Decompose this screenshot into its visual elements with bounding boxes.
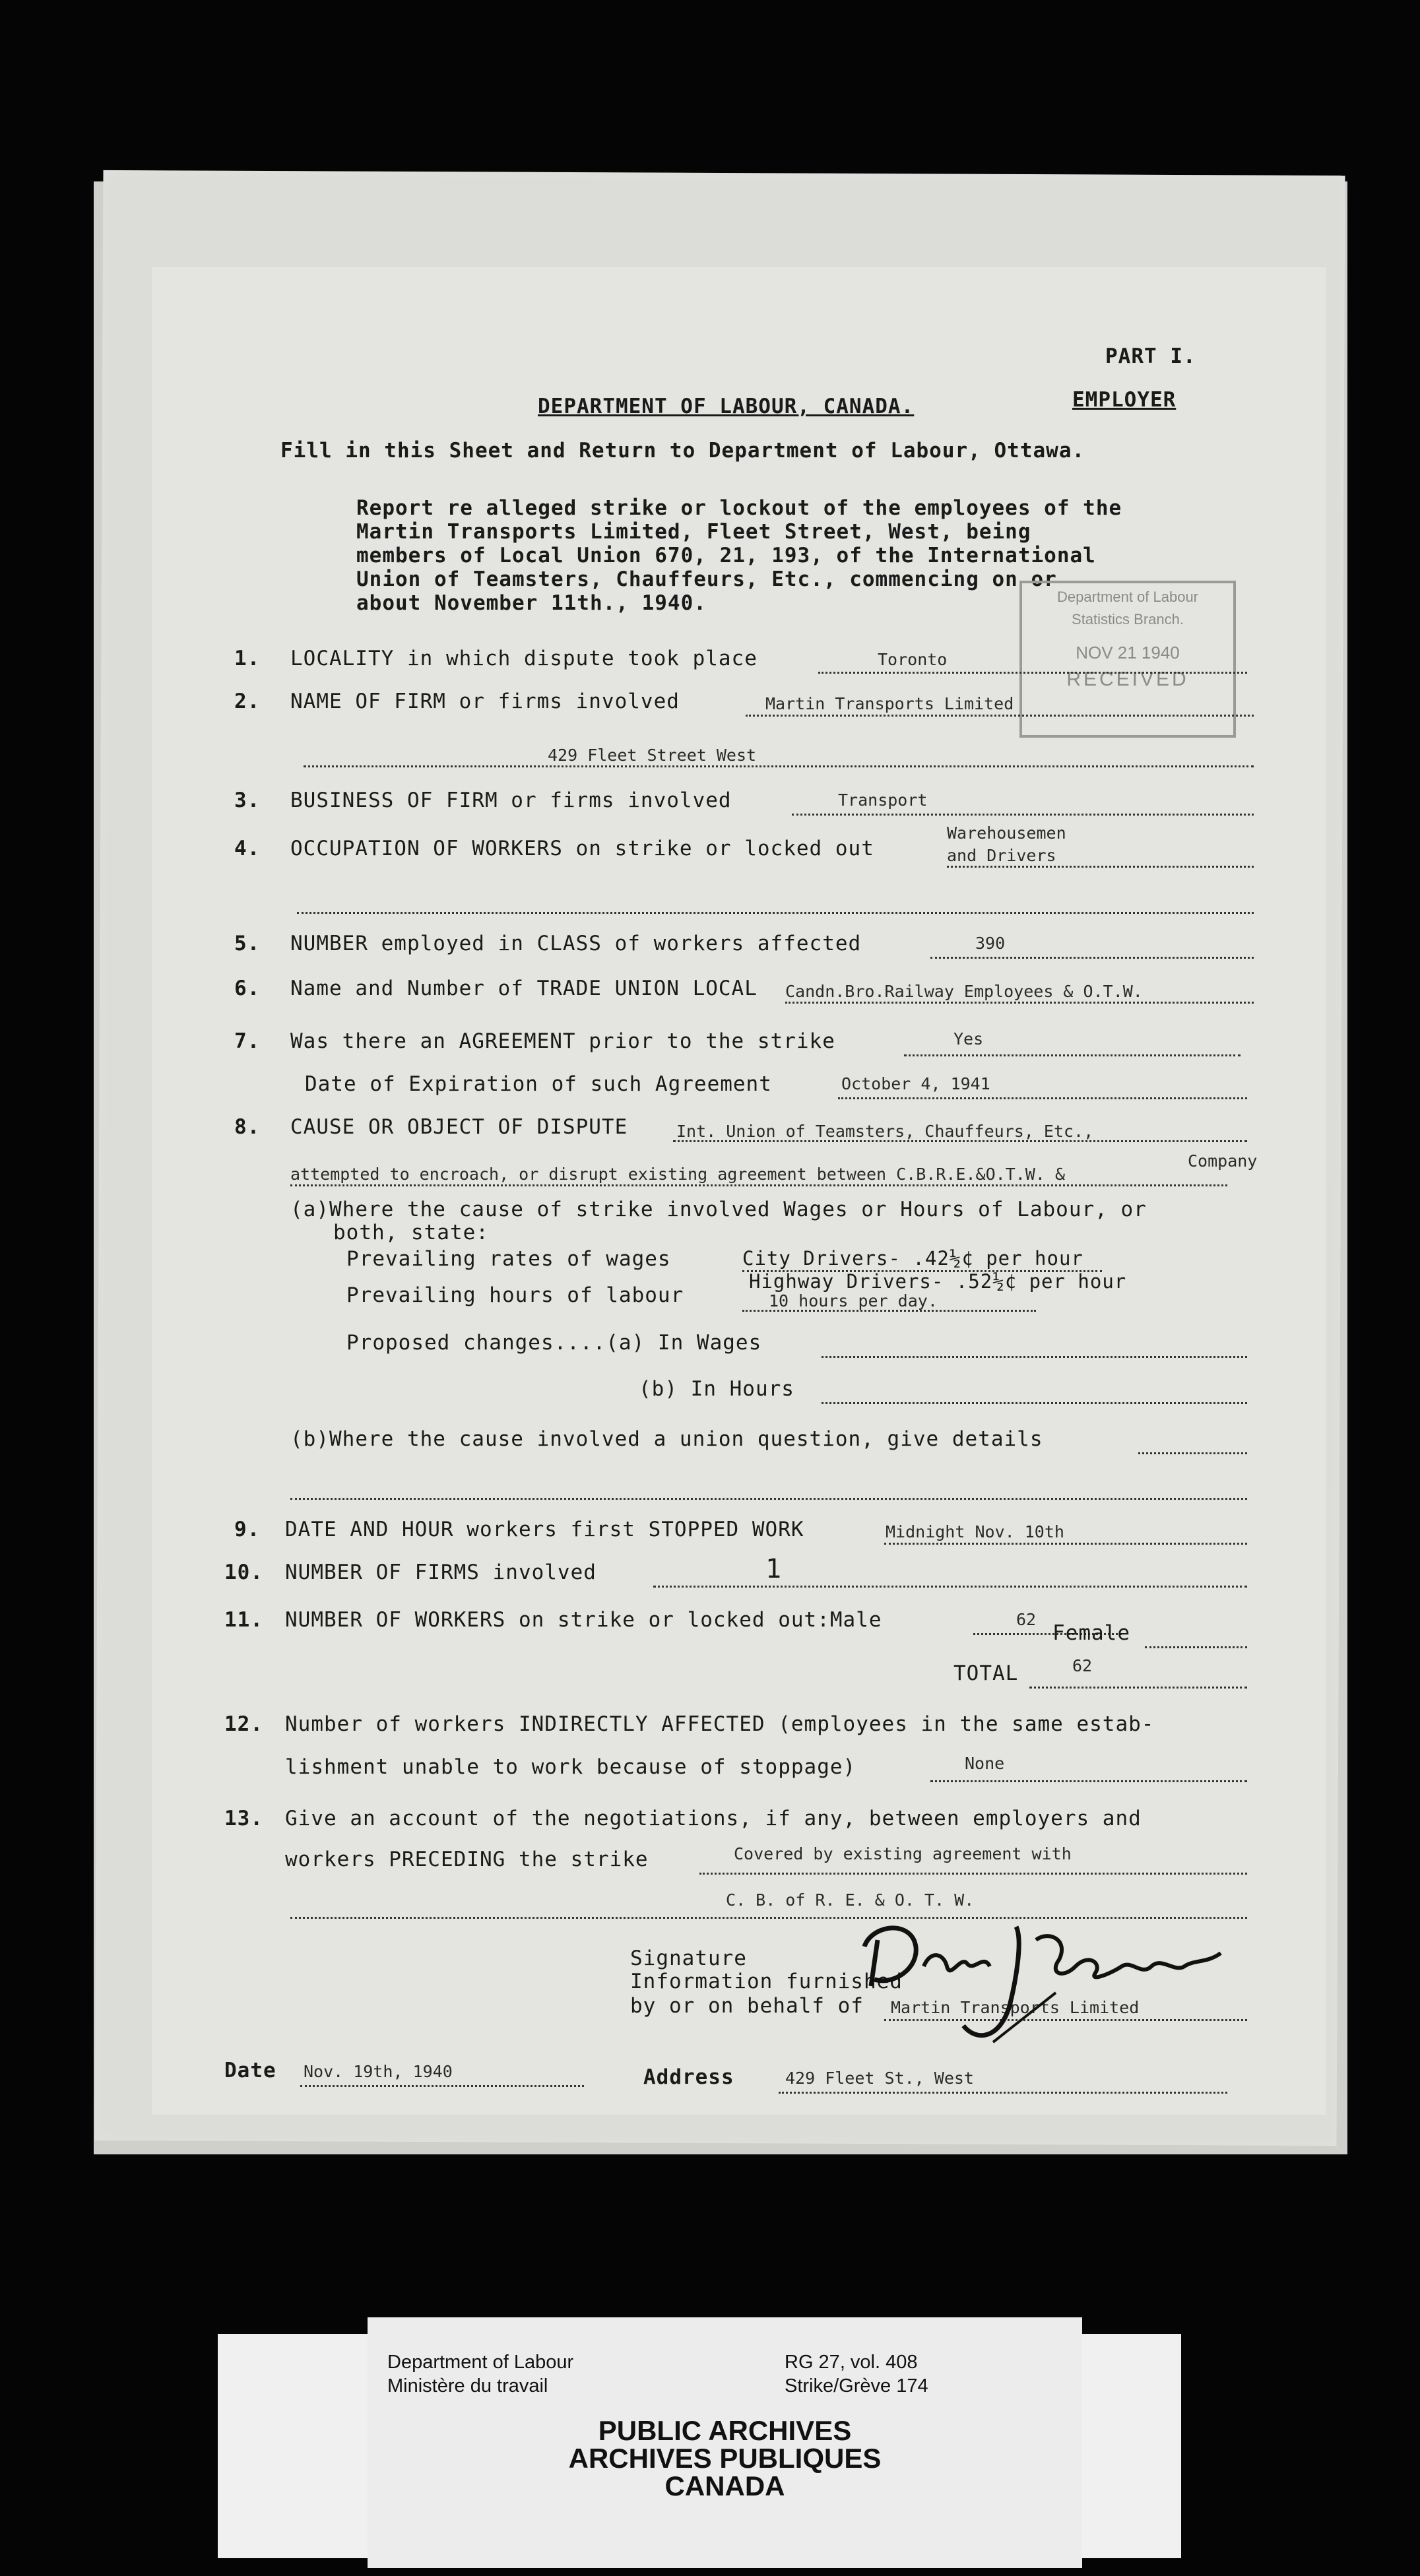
item-13-number: 13. [224,1807,263,1830]
department-title: DEPARTMENT OF LABOUR, CANADA. [538,395,915,418]
item-10-label: NUMBER OF FIRMS involved [285,1561,597,1584]
item-1-label: LOCALITY in which dispute took place [290,647,758,670]
item-2-line-b [304,765,1254,767]
date-label: Date [224,2059,276,2082]
item-13-answer: Covered by existing agreement with [734,1844,1072,1863]
behalf-answer: Martin Transports Limited [891,1998,1140,2017]
item-8a-label-1: (a)Where the cause of strike involved Wages or Hours of Labour, or [290,1198,1147,1221]
instruction-line: Fill in this Sheet and Return to Department of Labour, Ottawa. [280,439,1085,463]
item-2-line [746,715,1254,717]
item-2-answer: Martin Transports Limited [765,694,1014,713]
item-3-line [792,814,1254,816]
item-7-number: 7. [234,1029,261,1053]
archive-label [368,2317,1082,2568]
item-7-label: Was there an AGREEMENT prior to the strike [290,1029,835,1053]
stamp-received: RECEIVED [1066,668,1189,690]
item-12-line [930,1780,1247,1782]
report-line-2: Martin Transports Limited, Fleet Street, West, being [356,520,1031,544]
item-11-number: 11. [224,1608,263,1632]
item-3-answer: Transport [838,790,928,810]
item-10-number: 10. [224,1561,263,1584]
item-6-number: 6. [234,977,261,1000]
proposed-wages-line [822,1356,1247,1358]
item-13-label-1: Give an account of the negotiations, if any, between employers and [285,1807,1142,1830]
item-5-answer: 390 [975,934,1006,953]
proposed-hours-line [822,1402,1247,1404]
address-label: Address [643,2065,734,2089]
report-line-4: Union of Teamsters, Chauffeurs, Etc., commencing on or [356,567,1057,591]
item-4-line-b [297,912,1254,914]
label-tab-left [218,2334,376,2558]
item-7b-answer: October 4, 1941 [841,1074,990,1093]
archive-dept-fr: Ministère du travail [387,2375,548,2397]
archive-ref: RG 27, vol. 408 [785,2352,918,2373]
item-8-answer-company: Company [1188,1151,1258,1171]
item-2-address: 429 Fleet Street West [548,746,757,765]
employer-label: EMPLOYER [1072,388,1177,412]
report-line-3: members of Local Union 670, 21, 193, of the International [356,544,1096,567]
item-10-answer: 1 [765,1554,783,1584]
wages-answer-highway: Highway Drivers- .52½¢ per hour [749,1270,1127,1293]
item-2-label: NAME OF FIRM or firms involved [290,690,680,713]
item-5-number: 5. [234,932,261,955]
stamp-dept: Department of Labour [1056,589,1199,605]
stamp-date: NOV 21 1940 [1076,643,1180,662]
item-8b-line-b [290,1498,1247,1500]
stamp-branch: Statistics Branch. [1072,611,1184,628]
archive-line-2: ARCHIVES PUBLIQUES [568,2443,882,2474]
item-12-label-1: Number of workers INDIRECTLY AFFECTED (employees in the same estab- [285,1712,1155,1736]
item-11-label: NUMBER OF WORKERS on strike or locked out:Male [285,1608,882,1632]
behalf-label: by or on behalf of [630,1994,864,2018]
signature-label: Signature [630,1947,747,1970]
total-line [1029,1687,1247,1689]
wages-answer-city: City Drivers- .42½¢ per hour [742,1247,1083,1270]
item-2-number: 2. [234,690,261,713]
item-12-answer: None [965,1754,1005,1773]
part-label: PART I. [1105,344,1196,368]
male-answer: 62 [1016,1610,1037,1629]
item-6-label: Name and Number of TRADE UNION LOCAL [290,977,758,1000]
item-8b-label: (b)Where the cause involved a union question, give details [290,1427,1043,1451]
item-10-line [653,1586,1247,1588]
total-label: TOTAL [953,1661,1019,1685]
item-7-answer: Yes [953,1029,984,1048]
item-8-line-b [290,1184,1227,1186]
item-7-line [904,1054,1241,1056]
item-7b-label: Date of Expiration of such Agreement [305,1072,772,1096]
date-answer: Nov. 19th, 1940 [304,2062,453,2081]
item-9-line [884,1543,1247,1545]
hours-label: Prevailing hours of labour [346,1283,684,1307]
item-3-label: BUSINESS OF FIRM or firms involved [290,789,732,812]
item-3-number: 3. [234,789,261,812]
archive-strike: Strike/Grève 174 [785,2375,928,2397]
address-line [779,2092,1227,2094]
item-1-line [818,672,1247,674]
item-8b-line [1138,1452,1247,1454]
item-1-number: 1. [234,647,261,670]
hours-answer: 10 hours per day. [769,1291,938,1310]
item-6-line [785,1002,1254,1004]
date-line [300,2085,584,2087]
item-8a-label-2: both, state: [333,1221,489,1244]
item-6-answer: Candn.Bro.Railway Employees & O.T.W. [785,982,1143,1001]
item-4-number: 4. [234,837,261,860]
total-answer: 62 [1072,1656,1093,1675]
archive-line-3: CANADA [664,2470,785,2501]
item-4-line [947,866,1254,868]
info-furnished-label: Information furnished [630,1970,903,1993]
item-8-answer-b: attempted to encroach, or disrupt existing agreement between C.B.R.E.&O.T.W. & [290,1165,1065,1184]
item-4-answer-a: Warehousemen [947,823,1066,843]
female-line [1145,1646,1247,1648]
item-8-label: CAUSE OR OBJECT OF DISPUTE [290,1115,628,1139]
item-5-label: NUMBER employed in CLASS of workers affected [290,932,862,955]
item-8-number: 8. [234,1115,261,1139]
item-5-line [930,957,1254,959]
address-answer: 429 Fleet St., West [785,2069,974,2088]
item-4-label: OCCUPATION OF WORKERS on strike or locked out [290,837,874,860]
report-line-5: about November 11th., 1940. [356,591,707,615]
item-7b-line [838,1097,1247,1099]
item-9-label: DATE AND HOUR workers first STOPPED WORK [285,1518,804,1541]
proposed-hours-label: (b) In Hours [639,1377,794,1401]
item-13-answer-b: C. B. of R. E. & O. T. W. [726,1890,975,1910]
item-1-answer: Toronto [878,650,948,669]
item-9-answer: Midnight Nov. 10th [886,1522,1064,1541]
archive-dept-en: Department of Labour [387,2352,574,2373]
label-tab-right [1076,2334,1181,2558]
report-line-1: Report re alleged strike or lockout of the employees of the [356,496,1122,520]
item-13-line [699,1873,1247,1875]
item-12-number: 12. [224,1712,263,1736]
item-8-answer: Int. Union of Teamsters, Chauffeurs, Etc., [676,1122,1094,1141]
item-4-answer-b: and Drivers [947,846,1056,865]
item-9-number: 9. [234,1518,261,1541]
item-13-label-2: workers PRECEDING the strike [285,1848,649,1871]
proposed-wages-label: Proposed changes....(a) In Wages [346,1331,762,1355]
female-label: Female [1052,1621,1130,1645]
archive-line-1: PUBLIC ARCHIVES [598,2415,852,2446]
item-12-label-2: lishment unable to work because of stoppage) [285,1755,856,1779]
wages-label: Prevailing rates of wages [346,1247,671,1271]
